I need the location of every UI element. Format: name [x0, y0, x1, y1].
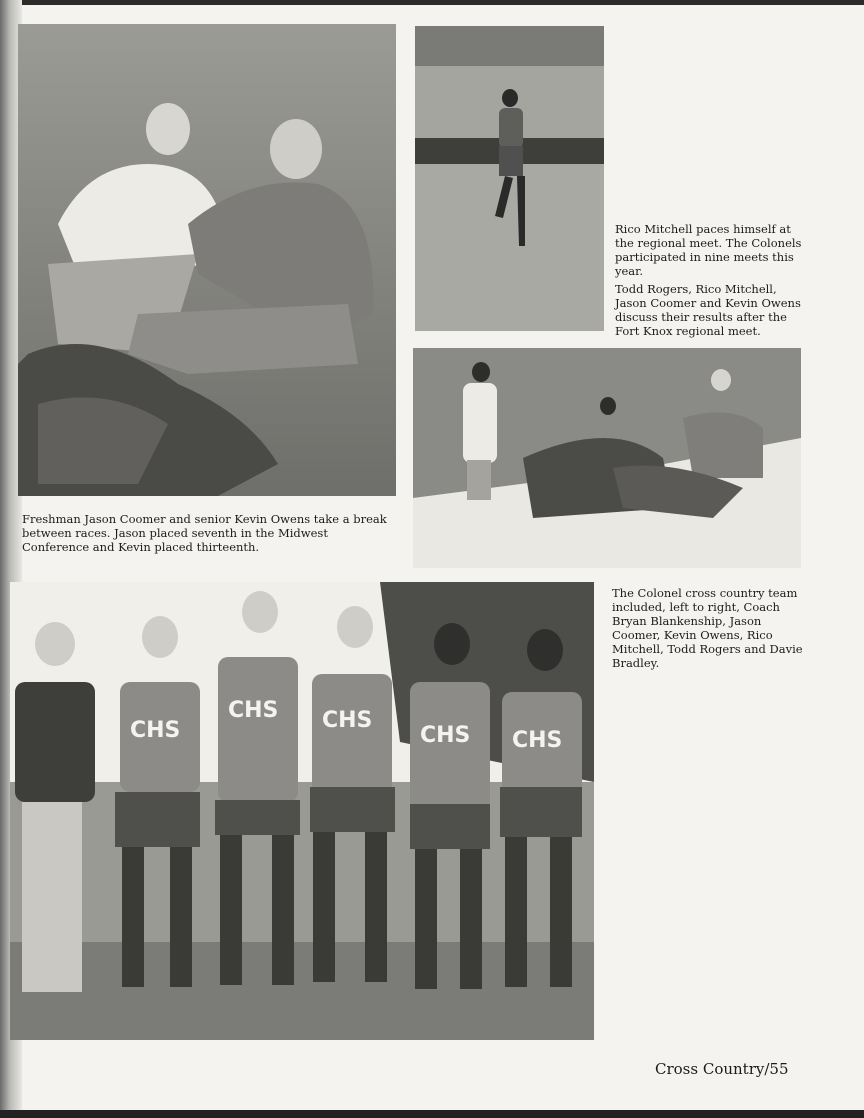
- photo-group-resting: [413, 348, 801, 568]
- caption-group-resting-text: Todd Rogers, Rico Mitchell, Jason Coomer and Kevin Owens discuss their results after the Fort Knox regional meet.: [615, 282, 801, 338]
- caption-team: [612, 586, 804, 670]
- caption-group-resting: [615, 282, 805, 338]
- caption-sitting-pair: [22, 512, 398, 554]
- page-folio: Cross Country/55: [655, 1060, 789, 1078]
- jersey-label: CHS: [228, 698, 279, 723]
- caption-runner: [615, 222, 805, 278]
- photo-team: [10, 582, 594, 1040]
- caption-runner-text: Rico Mitchell paces himself at the regional meet. The Colonels participated in nine meets this year.: [615, 222, 802, 278]
- page-bottom-edge: [0, 1110, 864, 1118]
- jersey-label: CHS: [420, 723, 471, 748]
- jersey-label: CHS: [322, 708, 373, 733]
- caption-sitting-pair-text: Freshman Jason Coomer and senior Kevin Owens take a break between races. Jason placed seventh in the Midwest Conference and Kevin placed thirteenth.: [22, 512, 387, 554]
- caption-team-text: The Colonel cross country team included, left to right, Coach Bryan Blankenship, Jason Coomer, Kevin Owens, Rico Mitchell, Todd Rogers and Davie Bradley.: [612, 586, 803, 670]
- jersey-label: CHS: [130, 718, 181, 743]
- photo-sitting-pair: [18, 24, 396, 496]
- photo-runner: [415, 26, 604, 331]
- jersey-label: CHS: [512, 728, 563, 753]
- page-top-edge: [0, 0, 864, 5]
